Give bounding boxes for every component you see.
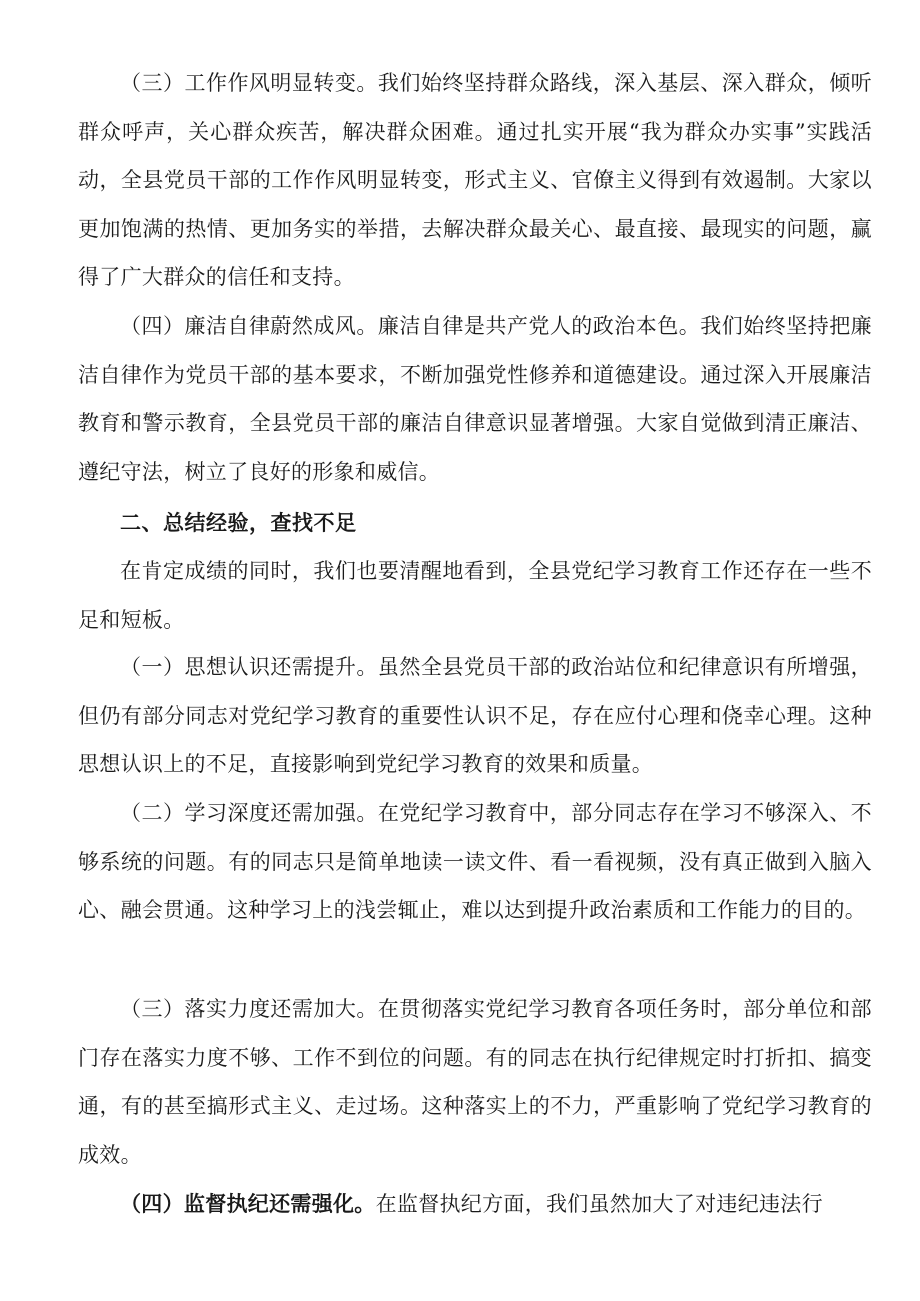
paragraph-text: 廉洁自律是共产党人的政治本色。我们始终坚持把廉洁自律作为党员干部的基本要求，不断加强党性修养和道德建设。通过深入开展廉洁教育和警示教育，全县党员干部的廉洁自律意识显著增强。大家自觉做到清正廉洁、遵纪守法，树立了良好的形象和威信。	[78, 314, 872, 484]
paragraph-lead: （四）监督执纪还需强化。	[120, 1192, 376, 1216]
paragraph-issue-implementation	[78, 985, 872, 1179]
paragraph-intro	[78, 547, 872, 644]
paragraph-issue-thinking	[78, 643, 872, 789]
paragraph-issue-supervision	[78, 1180, 872, 1229]
paragraph-text: 在监督执纪方面，我们虽然加大了对违纪违法行	[375, 1192, 823, 1216]
paragraph-lead: （二）学习深度还需加强。	[120, 801, 378, 825]
paragraph-text: 我们始终坚持群众路线，深入基层、深入群众，倾听群众呼声，关心群众疾苦，解决群众困难。通过扎实开展“我为群众办实事”实践活动，全县党员干部的工作作风明显转变，形式主义、官僚主义得到有效遏制。大家以更加饱满的热情、更加务实的举措，去解决群众最关心、最直接、最现实的问题，赢得了广大群众的信任和支持。	[78, 71, 872, 289]
paragraph-work-style	[78, 59, 872, 302]
paragraph-text: 在贯彻落实党纪学习教育各项任务时，部分单位和部门存在落实力度不够、工作不到位的问题。有的同志在执行纪律规定时打折扣、搞变通，有的甚至搞形式主义、走过场。这种落实上的不力，严重影响了党纪学习教育的成效。	[78, 997, 872, 1167]
paragraph-text: 在肯定成绩的同时，我们也要清醒地看到，全县党纪学习教育工作还存在一些不足和短板。	[78, 559, 872, 632]
paragraph-issue-depth	[78, 789, 872, 935]
paragraph-lead: （三）落实力度还需加大。	[120, 997, 378, 1021]
section-heading: 二、总结经验，查找不足	[120, 511, 357, 535]
paragraph-text: 虽然全县党员干部的政治站位和纪律意识有所增强，但仍有部分同志对党纪学习教育的重要性认识不足，存在应付心理和侥幸心理。这种思想认识上的不足，直接影响到党纪学习教育的效果和质量。	[78, 655, 872, 776]
paragraph-lead: （四）廉洁自律蔚然成风。	[120, 314, 378, 338]
paragraph-text: 在党纪学习教育中，部分同志存在学习不够深入、不够系统的问题。有的同志只是简单地读一读文件、看一看视频，没有真正做到入脑入心、融会贯通。这种学习上的浅尝辄止，难以达到提升政治素质和工作能力的目的。	[78, 801, 872, 922]
paragraph-lead: （三）工作作风明显转变。	[120, 71, 378, 95]
paragraph-lead: （一）思想认识还需提升。	[120, 655, 378, 679]
paragraph-integrity	[78, 302, 872, 496]
